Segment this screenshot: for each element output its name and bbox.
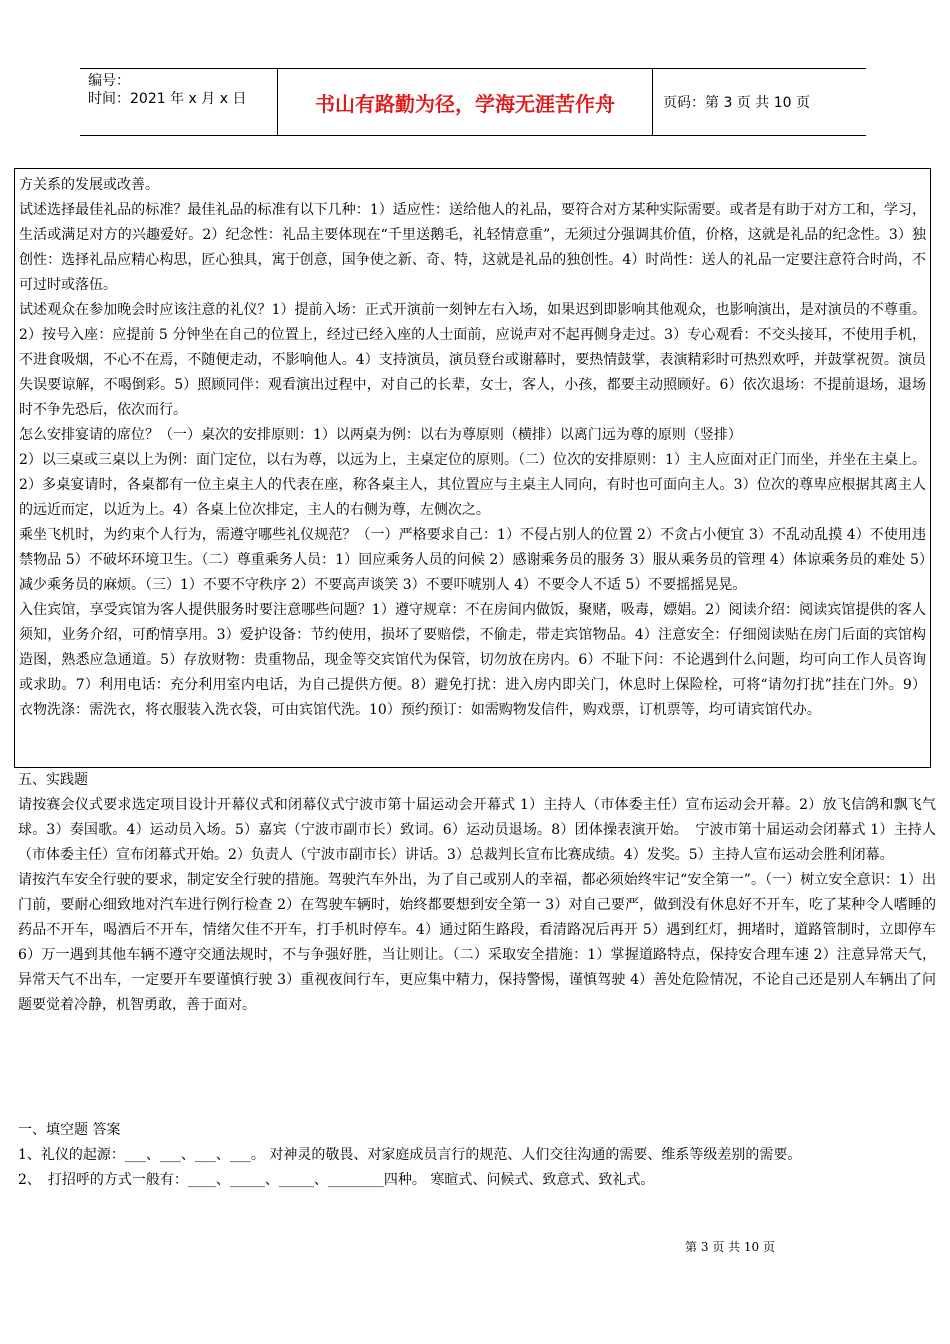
practice-paragraph: 请按汽车安全行驶的要求，制定安全行驶的措施。驾驶汽车外出，为了自己或别人的幸福，都必须始终牢记“安全第一”。（一）树立安全意识：1）出门前，要耐心细致地对汽车进行例行检查 2）在驾驶车辆时，始终都要想到安全第一 3）对自己要严，做到没有休息好不开车，吃了某种令人嗜睡的药品不开车，喝酒后不开车，情绪欠佳不开车，打手机时停车。4）通过陌生路段，看清路况后再开 5）遇到红灯，拥堵时，道路管制时，立即停车 6）万一遇到其他车辆不遵守交通法规时，不与争强好胜，当让则让。（二）采取安全措施：1）掌握道路特点，保持安合理车速 2）注意异常天气，异常天气不出车，一定要开车要谨慎行驶 3）重视夜间行车，更应集中精力，保持警惕，谨慎驾驶 4）善处危险情况，不论自己还是别人车辆出了问题要觉着冷静，机智勇敢，善于面对。 (18, 872, 936, 1013)
box-paragraph: 试述观众在参加晚会时应该注意的礼仪？1）提前入场：正式开演前一刻钟左右入场，如果迟到即影响其他观众，也影响演出，是对演员的不尊重。2）按号入座：应提前 5 分钟坐在自己的位置上，经过已经入座的人士面前，应说声对不起再侧身走过。3）专心观看：不交头接耳，不使用手机，不进食吸烟，不心不在焉，不随便走动，不影响他人。4）支持演员，演员登台或谢幕时，要热情鼓掌，表演精彩时可热烈欢呼，并鼓掌祝贺。演员失误要谅解，不喝倒彩。5）照顾同伴：观看演出过程中，对自己的长辈，女士，客人，小孩，都要主动照顾好。6）依次退场：不提前退场，退场时不争先恐后，依次而行。 (19, 302, 926, 418)
page-label: 页码：第 3 页 共 10 页 (663, 95, 810, 111)
motto: 书山有路勤为径，学海无涯苦作舟 (278, 69, 653, 135)
box-paragraph: 方关系的发展或改善。 (19, 177, 159, 193)
header-info (80, 69, 278, 135)
box-paragraph: 乘坐飞机时，为约束个人行为，需遵守哪些礼仪规范？（一）严格要求自己：1）不侵占别人的位置 2）不贪占小便宜 3）不乱动乱摸 4）不使用违禁物品 5）不破坏环境卫生。（二）尊重乘务人员：1）回应乘务人员的问候 2）感谢乘务员的服务 3）服从乘务员的管理 4）体谅乘务员的难处 5）减少乘务员的麻烦。（三）1）不要不守秩序 2）不要高声谈笑 3）不要吓唬别人 4）不要令人不适 5）不要摇摇晃晃。 (19, 527, 926, 593)
section-heading: 五、实践题 (18, 772, 88, 788)
answer-line: 2、 打招呼的方式一般有：____、_____、_____、________四种。 寒暄式、问候式、致意式、致礼式。 (18, 1172, 655, 1188)
page-footer: 第 3 页 共 10 页 (685, 1240, 775, 1254)
box-paragraph: 怎么安排宴请的席位？（一）桌次的安排原则：1）以两桌为例：以右为尊原则（横排）以离门远为尊的原则（竖排） (19, 427, 742, 443)
practice-paragraph: 请按赛会仪式要求选定项目设计开幕仪式和闭幕仪式宁波市第十届运动会开幕式 1）主持人（市体委主任）宣布运动会开幕。2）放飞信鸽和飘飞气球。3）奏国歌。4）运动员入场。5）嘉宾（宁波市副市长）致词。6）运动员退场。8）团体操表演开始。 宁波市第十届运动会闭幕式 1）主持人（市体委主任）宣布闭幕式开始。2）负责人（宁波市副市长）讲话。3）总裁判长宣布比赛成绩。4）发奖。5）主持人宣布运动会胜利闭幕。 (18, 797, 936, 863)
answer-section (18, 1118, 938, 1193)
time-label: 时间：2021 年 x 月 x 日 (88, 91, 247, 107)
box-paragraph: 试述选择最佳礼品的标准？最佳礼品的标准有以下几种：1）适应性：送给他人的礼品，要符合对方某种实际需要。或者是有助于对方工和，学习，生活或满足对方的兴趣爱好。2）纪念性：礼品主要体现在“千里送鹅毛，礼轻情意重”，无须过分强调其价值，价格，这就是礼品的纪念性。3）独创性：选择礼品应精心构思，匠心独具，寓于创意，国争使之新、奇、特，这就是礼品的独创性。4）时尚性：送人的礼品一定要注意符合时尚，不可过时或落伍。 (19, 202, 926, 293)
number-label: 编号： (88, 73, 130, 89)
box-paragraph: 2）以三桌或三桌以上为例：面门定位，以右为尊，以远为上，主桌定位的原则。（二）位次的安排原则：1）主人应面对正门而坐，并坐在主桌上。2）多桌宴请时，各桌都有一位主桌主人的代表在座，称各桌主人，其位置应与主桌主人同向，有时也可面向主人。3）位次的尊卑应根据其离主人的远近而定，以近为上。4）各桌上位次排定，主人的右侧为尊，左侧次之。 (19, 452, 926, 518)
answer-heading: 一、填空题 答案 (18, 1122, 121, 1138)
answer-line: 1、礼仪的起源：___、___、___、___。 对神灵的敬畏、对家庭成员言行的规范、人们交往沟通的需要、维系等级差别的需要。 (18, 1147, 802, 1163)
practice-section (18, 768, 936, 1018)
content-box (14, 168, 931, 768)
box-paragraph: 入住宾馆，享受宾馆为客人提供服务时要注意哪些问题？1）遵守规章：不在房间内做饭，聚赌，吸毒，嫖娼。2）阅读介绍：阅读宾馆提供的客人须知，业务介绍，可酌情享用。3）爱护设备：节约使用，损坏了要赔偿，不偷走，带走宾馆物品。4）注意安全：仔细阅读贴在房门后面的宾馆构造图，熟悉应急通道。5）存放财物：贵重物品，现金等交宾馆代为保管，切勿放在房内。6）不耻下问：不论遇到什么问题，均可向工作人员咨询或求助。7）利用电话：充分利用室内电话，为自己提供方便。8）避免打扰：进入房内即关门，休息时上保险栓，可将“请勿打扰”挂在门外。9）衣物洗涤：需洗衣，将衣服装入洗衣袋，可由宾馆代洗。10）预约预订：如需购物发信件，购戏票，订机票等，均可请宾馆代办。 (19, 602, 926, 718)
page-header (80, 68, 866, 136)
